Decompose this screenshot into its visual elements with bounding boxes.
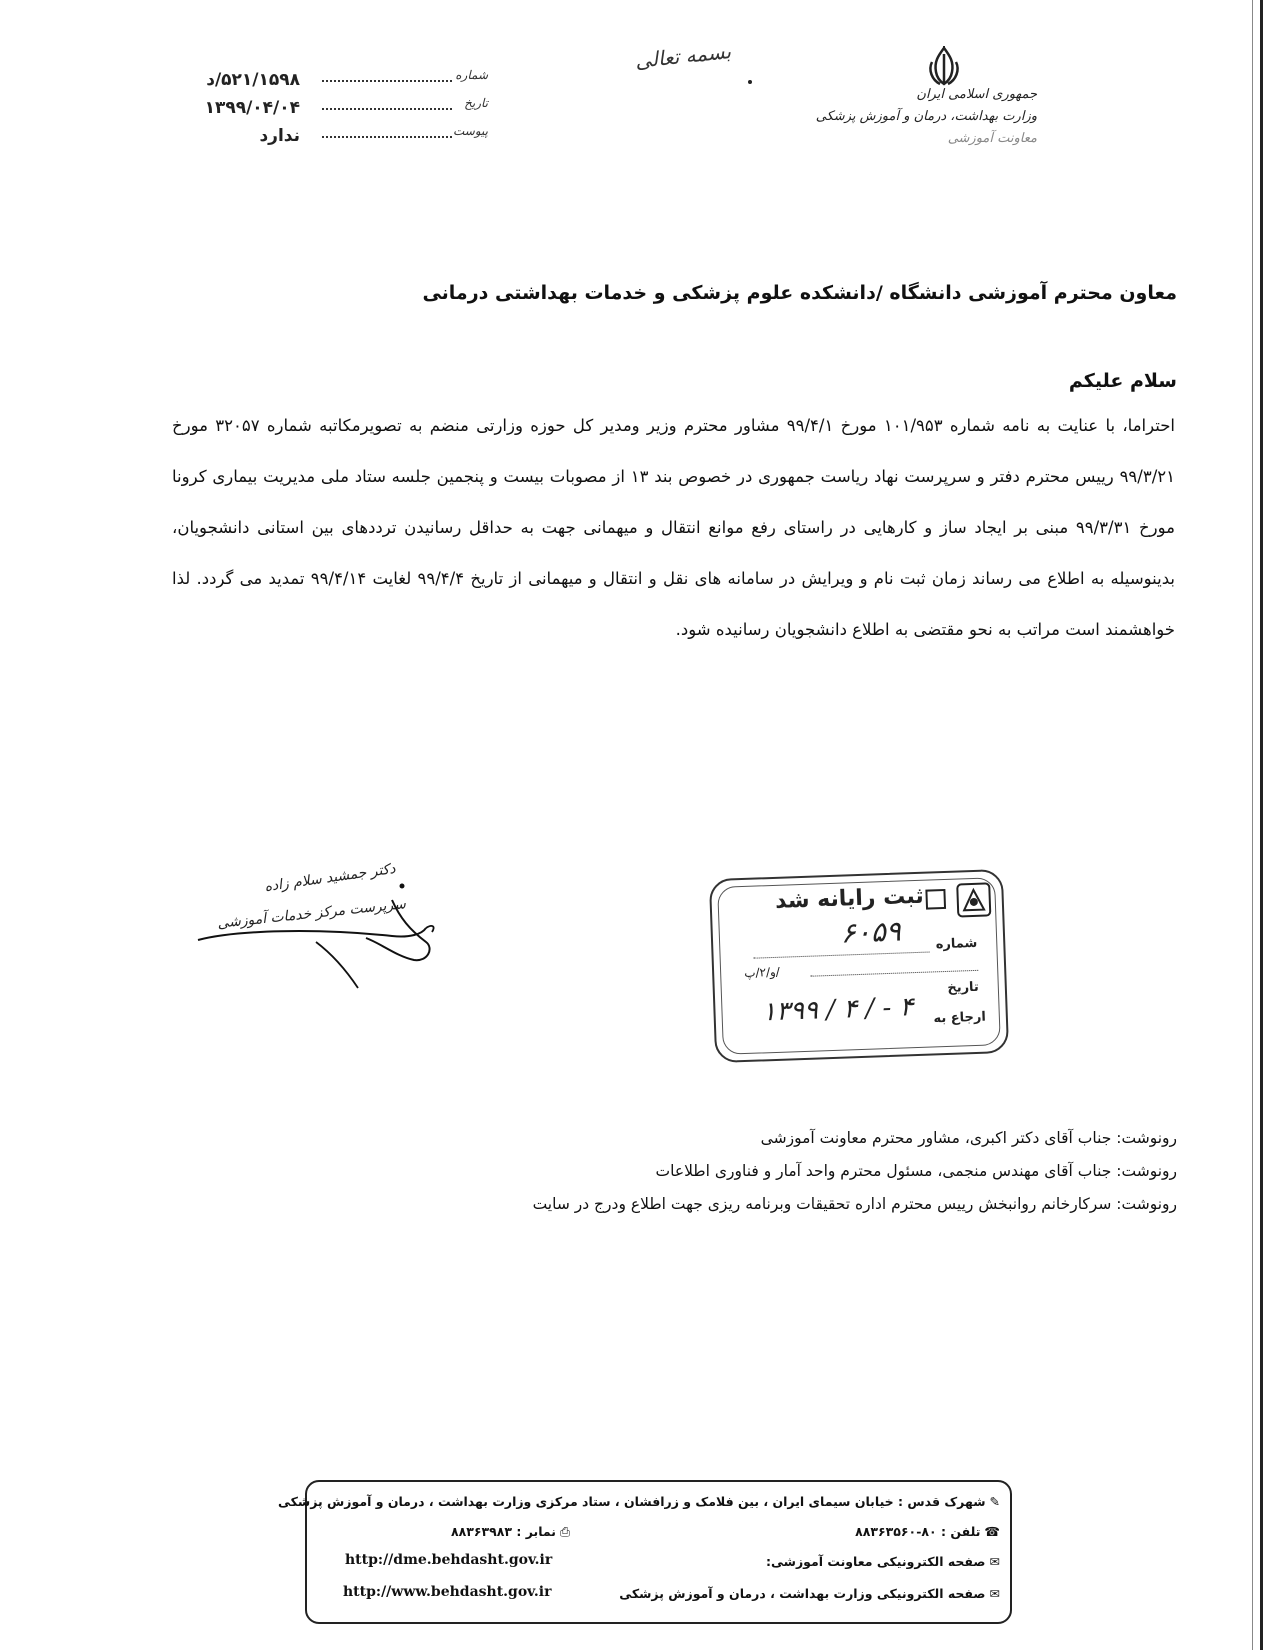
cc-list bbox=[533, 1122, 1177, 1221]
footer-ministry-label: صفحه الکترونیکی وزارت بهداشت ، درمان و آموزش پزشکی bbox=[619, 1586, 986, 1601]
fax-icon: ⎙ bbox=[559, 1524, 570, 1539]
ministry-line-1: جمهوری اسلامی ایران bbox=[916, 87, 1037, 102]
attachment-dots bbox=[322, 136, 452, 138]
ink-dot bbox=[748, 80, 752, 84]
envelope-icon: ✉ bbox=[989, 1554, 1000, 1569]
date-value: ۱۳۹۹/۰۴/۰۴ bbox=[204, 98, 300, 118]
stamp-logo-icon bbox=[953, 879, 994, 920]
signer-title: سرپرست مرکز خدمات آموزشی bbox=[216, 896, 407, 932]
recipient-line: معاون محترم آموزشی دانشگاه /دانشکده علوم پزشکی و خدمات بهداشتی درمانی bbox=[422, 282, 1177, 304]
cc-item: رونوشت: جناب آقای دکتر اکبری، مشاور محترم معاونت آموزشی bbox=[760, 1129, 1177, 1147]
envelope-icon: ✉ bbox=[989, 1586, 1000, 1601]
footer-portal-label: صفحه الکترونیکی معاونت آموزشی: bbox=[766, 1554, 986, 1569]
signature-scribble-icon bbox=[196, 870, 456, 990]
stamp-title: ثبت رایانه شد bbox=[774, 883, 925, 914]
meta-number-row bbox=[188, 66, 488, 94]
footer-portal-row bbox=[766, 1554, 1000, 1569]
scan-edge-inner bbox=[1252, 0, 1253, 1650]
footer-phone-row bbox=[855, 1524, 1000, 1539]
stamp-date-label: تاریخ bbox=[947, 979, 980, 996]
cc-item: رونوشت: سرکارخانم روانبخش رییس محترم اداره تحقیقات وبرنامه ریزی جهت اطلاع ودرج در سایت bbox=[532, 1195, 1177, 1213]
footer-ministry-row bbox=[619, 1586, 1000, 1601]
number-label: شماره bbox=[455, 68, 488, 82]
basmala: بسمه تعالی bbox=[633, 39, 733, 73]
footer-fax-row bbox=[451, 1524, 570, 1540]
signature-block bbox=[196, 860, 456, 990]
number-dots bbox=[322, 80, 452, 82]
date-dots bbox=[322, 108, 452, 110]
ministry-line-3: معاونت آموزشی bbox=[947, 131, 1037, 146]
stamp-date-value: ۱۳۹۹ / ۴ / - ۴ bbox=[761, 992, 914, 1028]
date-label: تاریخ bbox=[464, 96, 488, 110]
scan-edge bbox=[1260, 0, 1263, 1650]
letter-body: احتراما، با عنایت به نامه شماره ۱۰۱/۹۵۳ مورخ ۹۹/۴/۱ مشاور محترم وزیر ومدیر کل حوزه وزارتی منضم به تصویرمکاتبه شماره ۳۲۰۵۷ مورخ ۹۹/۳/۲۱ رییس محترم دفتر و سرپرست نهاد ریاست جمهوری در خصوص بند ۱۳ از مصوبات بیست و پنجمین جلسه ستاد ملی مدیریت بیماری کرونا مورخ ۹۹/۳/۳۱ مبنی بر ایجاد ساز و کارهایی در راستای رفع موانع انتقال و میهمانی جهت به حداقل رسانیدن ترددهای بین استانی دانشجویان، بدینوسیله به اطلاع می رساند زمان ثبت نام و ویرایش در سامانه های نقل و انتقال و میهمانی از تاریخ ۹۹/۴/۴ لغایت ۹۹/۴/۱۴ تمدید می گردد. لذا خواهشمند است مراتب به نحو مقتضی به اطلاع دانشجویان رسانیده شود. bbox=[172, 416, 1175, 639]
cc-item: رونوشت: جناب آقای مهندس منجمی، مسئول محترم واحد آمار و فناوری اطلاعات bbox=[655, 1162, 1177, 1180]
ministry-header bbox=[797, 84, 1037, 150]
footer-portal-url[interactable]: http://dme.behdasht.gov.ir bbox=[345, 1552, 553, 1568]
footer-fax: نمابر : ۸۸۳۶۳۹۸۳ bbox=[450, 1524, 556, 1539]
signer-name: دکتر جمشید سلام زاده bbox=[263, 860, 397, 896]
stamp-refer-label: ارجاع به bbox=[933, 1009, 987, 1027]
attachment-value: ندارد bbox=[259, 126, 300, 146]
meta-attachment-row bbox=[188, 122, 488, 150]
footer-address: شهرک قدس : خیابان سیمای ایران ، بین فلامک و زرافشان ، ستاد مرکزی وزارت بهداشت ، درمان و آموزش پزشکی bbox=[278, 1494, 986, 1509]
footer-phone: تلفن : ۸۰-۸۸۳۶۳۵۶۰ bbox=[855, 1524, 981, 1539]
stamp-serial: /و/۲/پ bbox=[743, 964, 781, 981]
stamp-number-value: ۶۰۵۹ bbox=[840, 914, 902, 950]
ministry-line-2: وزارت بهداشت، درمان و آموزش پزشکی bbox=[815, 109, 1037, 124]
registration-stamp bbox=[709, 869, 1009, 1063]
meta-date-row bbox=[188, 94, 488, 122]
footer-ministry-url[interactable]: http://www.behdasht.gov.ir bbox=[343, 1584, 552, 1600]
iran-emblem-icon bbox=[924, 44, 964, 88]
phone-icon: ☎ bbox=[984, 1524, 1000, 1539]
greeting: سلام علیکم bbox=[1068, 370, 1177, 392]
attachment-label: پیوست bbox=[453, 124, 488, 138]
number-value: ۵۲۱/۱۵۹۸/د bbox=[206, 70, 300, 90]
pen-icon: ✎ bbox=[989, 1494, 1000, 1509]
stamp-number-label: شماره bbox=[935, 935, 978, 953]
stamp-checkbox-icon bbox=[925, 889, 946, 910]
letter-meta bbox=[188, 66, 488, 150]
footer-address-row bbox=[278, 1494, 1000, 1509]
footer-box bbox=[278, 1480, 1012, 1624]
